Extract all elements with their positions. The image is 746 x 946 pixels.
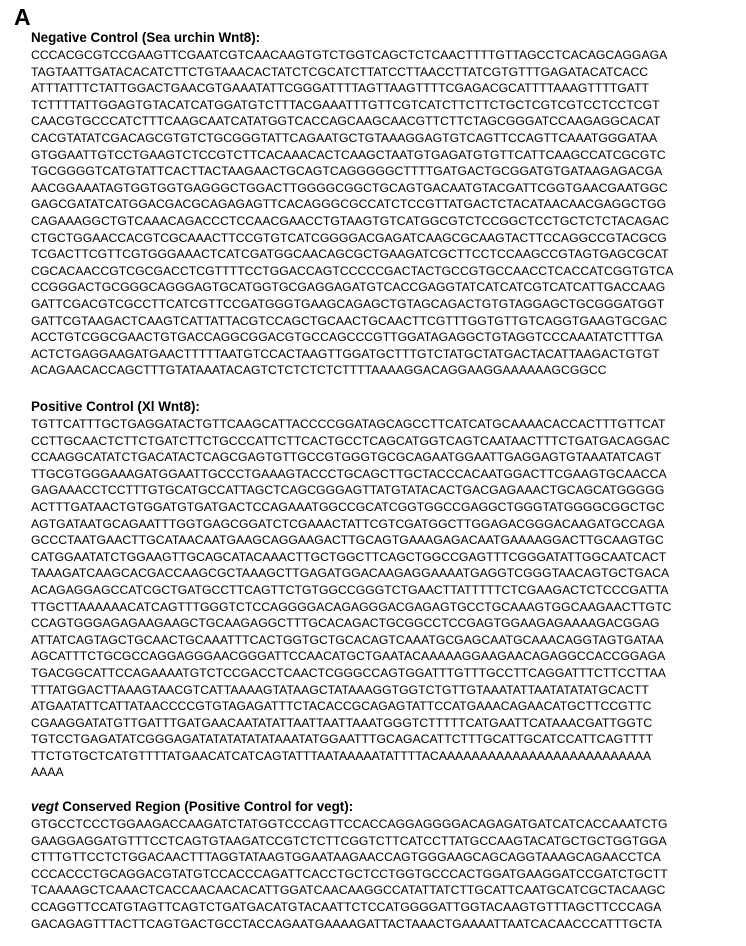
sequence-line: CCAGTGGGAGAGAAGAAGCTGCAAGAGGCTTTGCACAGACTGCGGCCTCCGAGTGGAAGAGAAAAGACGGAG xyxy=(31,616,660,631)
sequence-line: CCAGGTTCCATGTAGTTCAGTCTGATGACATGTACAATTCTCCATGGGGATTGGTACAAGTGTTTAGCTTCCCAGA xyxy=(31,899,662,914)
sequence-line: CCTTGCAACTCTTCTGATCTTCTGCCCATTCTTCACTGCCTCAGCATGGTCAGTCAATAACTTTCTGATGACAGGAC xyxy=(31,433,670,448)
sequence-line: TTCTGTGCTCATGTTTTATGAACATCATCAGTATTTAATAAAAATATTTTACAAAAAAAAAAAAAAAAAAAAAAAAAA xyxy=(31,748,652,763)
sequence-line: CACGTATATCGACAGCGTGTCTGCGGGTATTCAGAATGCTGTAAAGGAGTGTCAGTTCCAGTTCAAATGGGATAA xyxy=(31,130,658,145)
sequence-line: CAGAAAGGCTGTCAAACAGACCCTCCAACGAACCTGTAAGTGTCATGGCGTCTCCGGCTCCTGCTCTCTACAGAC xyxy=(31,213,670,228)
sequence-line: TTGCTTAAAAAACATCAGTTTGGGTCTCCAGGGGACAGAGGGACGAGAGTGCCTGCAAAGTGGCAAGAACTTGTC xyxy=(31,599,672,614)
section-negative-control xyxy=(31,30,739,379)
section-title-text: Negative Control (Sea urchin Wnt8): xyxy=(31,30,261,45)
sequence-line: AGCATTTCTGCGCCAGGAGGGAACGGGATTCCAACATGCTGAATACAAAAAGGAAGAACAGAGGCCACCGGAGA xyxy=(31,649,666,664)
sequence-line: TCGACTTCGTTCGTGGGAAACTCATCGATGGCAACAGCGCTGAAGATCGCTTCCTCCAAGCCGTAGTGAGCGCAT xyxy=(31,247,669,262)
sequence-line: TGTTCATTTGCTGAGGATACTGTTCAAGCATTACCCCGGATAGCAGCCTTCATCATGCAAAACACCACTTTGTTCAT xyxy=(31,417,666,431)
sequence-line: GACAGAGTTTACTTCAGTGACTGCCTACCAGAATGAAAAGATTACTAAACTGAAAATTAATCACAACCCATTTGCTA xyxy=(31,916,662,931)
sequence-line: TGACGGCATTCCAGAAAATGTCTCCGACCTCAACTCGGGCCAGTGGATTTGTTTGCCTTCAGGATTTCTTCCTTAA xyxy=(31,665,666,680)
sequence-line: CAACGTGCCCATCTTTCAAGCAATCATATGGTCACCAGCAAGCAACGTTCTTCTAGCGGGATCCAAGAGGCACAT xyxy=(31,114,661,129)
sequence-line: TAAAGATCAAGCACGACCAAGCGCTAAAGCTTGAGATGGACAAGAGGAAAATGAGGTCGGGTAACAGTGCTGACA xyxy=(31,566,670,581)
sequence-block xyxy=(31,816,739,932)
sequence-line: TTGCGTGGGAAAGATGGAATTGCCCTGAAAGTACCCTGCAGCTTGCTACCCACAATGGACTTCGAAGTGCAACCA xyxy=(31,466,667,481)
sequence-line: ACCTGTCGGCGAACTGTGACCAGGCGGACGTGCCAGCCCGTTGGATAGAGGCTGTAGGTCCCAAATATCTTTGA xyxy=(31,330,663,345)
sequence-line: CGAAGGATATGTTGATTTGATGAACAATATATTAATTAATTAAATGGGTCTTTTTCATGAATTCATAAACGATTGGTC xyxy=(31,715,653,730)
sequence-line: TGTCCTGAGATATCGGGAGATATATATATATAAATATGGAATTTGCAGACATTCTTTGCATTGCATCCATTCAGTTTT xyxy=(31,732,654,747)
sequence-line: ATTATCAGTAGCTGCAACTGCAAATTTCACTGGTGCTGCACAGTCAAATGCGAGCAATGCAAACAGGTAGTGATAA xyxy=(31,632,664,647)
sequence-line: TGCGGGGTCATGTATTCACTTACTAAGAACTGCAGTCAGGGGGCTTTTGATGACTGCGGATGTGATAAGAGACGA xyxy=(31,164,663,179)
sequence-line: ACAGAGGAGCCATCGCTGATGCCTTCAGTTCTGTGGCCGGGTCTGAACTTATTTTTCTCGAAGACTCTCCCGATTA xyxy=(31,582,669,597)
sequence-line: TCAAAAGCTCAAACTCACCAACAACACATTGGATCAACAAGGCCATATTATCTTGCATTCAATGCATCGCTACAAGC xyxy=(31,883,666,898)
section-title-text: Conserved Region (Positive Control for vegt): xyxy=(58,799,354,814)
sequence-line: CCAAGGCATATCTGACATACTCAGCGAGTGTTGCCGTGGGTGCGCAGAATGGAATTGAGGAGTGTAAATATCAGT xyxy=(31,450,662,465)
panel-label: A xyxy=(14,4,31,30)
section-title xyxy=(31,799,739,815)
sequence-line: AGTGATAATGCAGAATTTGGTGAGCGGATCTCGAAACTATTCGTCGATGGCTTGGAGACGGGACAAGATGCCAGA xyxy=(31,516,665,531)
sequence-line: TCTTTTATTGGAGTGTACATCATGGATGTCTTTACGAAATTTGTTCGTCATCTTCTTCTGCTCGTCGTCCTCCTCGT xyxy=(31,97,660,112)
sequence-line: CCGGGACTGCGGGCAGGGAGTGCATGGTGCGAGGAGATGTCACCGAGGTATCATCATCGTCATCATTGACCAAG xyxy=(31,280,666,295)
sequence-block xyxy=(31,416,739,781)
sequence-line: GTGGAATTGTCCTGAAGTCTCCGTCTTCACAAACACTCAAGCTAATGTGAGATGTGTTCATTCAAGCCATCGCGTC xyxy=(31,147,666,162)
sequence-line: AAAA xyxy=(31,765,64,780)
sequence-line: ACTCTGAGGAAGATGAACTTTTTAATGTCCACTAAGTTGGATGCTTTGTCTATGCTATGACTACATTAAGACTGTGT xyxy=(31,346,660,361)
sequence-line: CATGGAATATCTGGAAGTTGCAGCATACAAACTTGCTGGCTTCAGCTGGCCGAGTTTCGGGATATTGGCAATCACT xyxy=(31,549,667,564)
section-title xyxy=(31,399,739,415)
sequence-line: CCCACGCGTCCGAAGTTCGAATCGTCAACAAGTGTCTGGTCAGCTCTCAACTTTTGTTAGCCTCACAGCAGGAGA xyxy=(31,48,668,62)
sequence-line: GATTCGTAAGACTCAAGTCATTATTACGTCCAGCTGCAACTGCAACTTCGTTTGGTGTTGTCAGGTGAAGTGCGAC xyxy=(31,313,668,328)
sequence-line: ATGAATATTCATTATAACCCCGTGTAGAGATTTCTACACCGCAGAGTATTCCATGAAACAGAACATGCTTCCGTTC xyxy=(31,699,652,714)
sequence-line: AACGGAAATAGTGGTGGTGAGGGCTGGACTTGGGGCGGCTGCAGTGACAATGTACGATTCGGTGAACGAATGGC xyxy=(31,180,668,195)
sequence-line: GCCCTAATGAACTTGCATAACAATGAAGCAGGAAGACTTGCAGTGAAAGAGACAATGAAAAGGACTTGCAAGTGC xyxy=(31,533,664,548)
section-title-italic: vegt xyxy=(31,799,59,814)
section-positive-control xyxy=(31,399,739,781)
sequence-line: GAGCGATATCATGGACGACGCAGAGAGTTCACAGGGCGCCATCTCCGTTATGACTCTACATAACAACGAGGCTGG xyxy=(31,197,667,212)
sequence-line: GAAGGAGGATGTTTCCTCAGTGTAAGATCCGTCTCTTCGGTCTTCATCCTTATGCCAAGTACATGCTGCTGGTGGA xyxy=(31,833,667,848)
sequence-line: ACAGAACACCAGCTTTGTATAAATACAGTCTCTCTCTCTTTTAAAAGGACAGGAAGGAAAAAAGCGGCC xyxy=(31,363,607,378)
sequence-line: CTTTGTTCCTCTGGACAACTTTAGGTATAAGTGGAATAAGAACCAGTGGGAAGCAGCAGGTAAAGCAGAACCTCA xyxy=(31,850,661,865)
section-title xyxy=(31,30,739,46)
sequence-line: TTTATGGACTTAAAGTAACGTCATTAAAAGTATAAGCTATAAAGGTGGTCTGTTGTAAATATTAATATATATGCACTT xyxy=(31,682,649,697)
sequence-line: GAGAAACCTCCTTTGTGCATGCCATTAGCTCAGCGGGAGTTATGTATACACTGACGAGAAACTGCAGCATGGGGG xyxy=(31,483,665,498)
sequence-line: ACTTTGATAACTGTGGATGTGATGACTCCAGAAATGGCCGCATCGGTGGCCGAGGCTGGGTATGGGGCGGCTGC xyxy=(31,499,665,514)
sequence-line: GTGCCTCCCTGGAAGACCAAGATCTATGGTCCCAGTTCCACCAGGAGGGGACAGAGATGATCATCACCAAATCTG xyxy=(31,817,668,831)
section-vegt-conserved xyxy=(31,799,739,932)
sequence-block xyxy=(31,47,739,379)
sequence-line: TAGTAATTGATACACATCTTCTGTAAACACTATCTCGCATCTTATCCTTAACCTTATCGTGTTTGAGATACATCACC xyxy=(31,64,649,79)
sequence-line: GATTCGACGTCGCCTTCATCGTTCCGATGGGTGAAGCAGAGCTGTAGCAGACTGTGTAGGAGCTGCGGGATGGT xyxy=(31,296,665,311)
sequence-line: CTGCTGGAACCACGTCGCAAACTTCCGTGTCATCGGGGACGAGATCAAGCGCAAGTACTTCCAGGCCGTACGCG xyxy=(31,230,667,245)
sequence-line: CCCACCCTGCAGGACGTATGTCCACCCAGATTCACCTGCTCCTGGTGCCCACTGGATGAAGGATCCGATCTGCTT xyxy=(31,866,668,881)
sequence-line: CGCACAACCGTCGCGACCTCGTTTTCCTGGACCAGTCCCCCGACTACTGCCGTGCCAACCTCACCATCGGTGTCA xyxy=(31,263,674,278)
section-title-text: Positive Control (Xl Wnt8): xyxy=(31,399,200,414)
sequence-line: ATTTATTTCTATTGGACTGAACGTGAAATATTCGGGATTTTAGTTAAGTTTTCGAGACGCATTTTAAAGTTTTGATT xyxy=(31,81,650,96)
